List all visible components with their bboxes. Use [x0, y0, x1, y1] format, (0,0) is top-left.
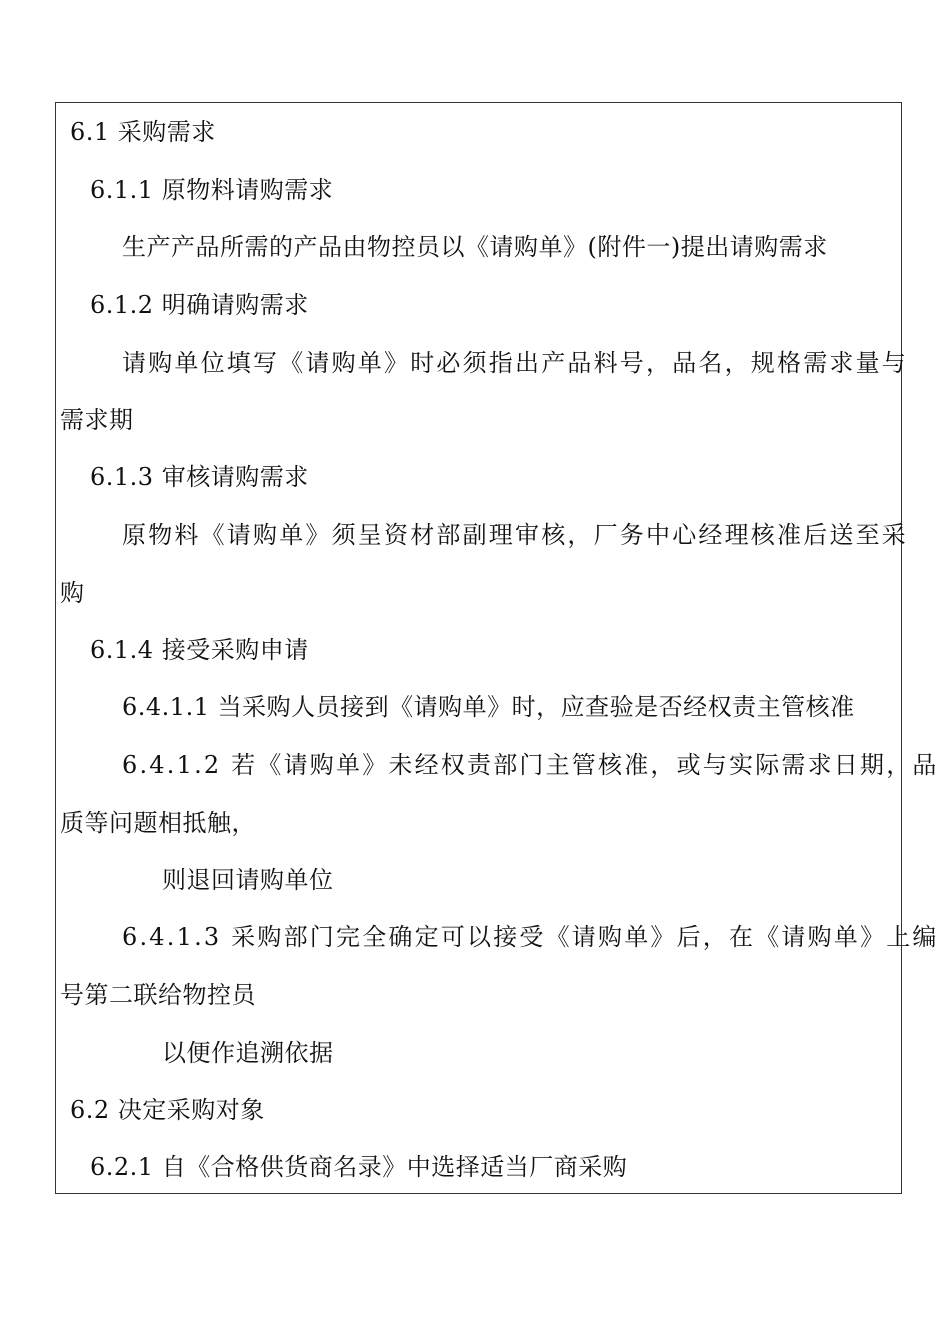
- item-6-4-1-2-line1: 6.4.1.2 若《请购单》未经权责部门主管核准，或与实际需求日期，品: [122, 751, 939, 779]
- item-6-4-1-2-line2: 质等问题相抵触，: [60, 809, 256, 837]
- paragraph-6-1-1: 生产产品所需的产品由物控员以《请购单》(附件一)提出请购需求: [122, 233, 828, 261]
- item-6-4-1-3-line3: 以便作追溯依据: [162, 1039, 334, 1067]
- heading-6-2-1: 6.2.1 自《合格供货商名录》中选择适当厂商采购: [90, 1153, 628, 1181]
- paragraph-6-1-3-line1: 原物料《请购单》须呈资材部副理审核，厂务中心经理核准后送至采: [122, 521, 908, 549]
- heading-6-1: 6.1 采购需求: [70, 118, 216, 146]
- item-6-4-1-2-line3: 则退回请购单位: [162, 866, 334, 894]
- item-6-4-1-1: 6.4.1.1 当采购人员接到《请购单》时，应查验是否经权责主管核准: [122, 693, 855, 721]
- paragraph-6-1-2-line2: 需求期: [60, 406, 134, 434]
- heading-6-2: 6.2 决定采购对象: [70, 1096, 265, 1124]
- item-6-4-1-3-line1: 6.4.1.3 采购部门完全确定可以接受《请购单》后，在《请购单》上编: [122, 923, 939, 951]
- heading-6-1-3: 6.1.3 审核请购需求: [90, 463, 309, 491]
- heading-6-1-1: 6.1.1 原物料请购需求: [90, 176, 334, 204]
- paragraph-6-1-3-line2: 购: [60, 579, 85, 607]
- heading-6-1-4: 6.1.4 接受采购申请: [90, 636, 309, 664]
- paragraph-6-1-2-line1: 请购单位填写《请购单》时必须指出产品料号，品名，规格需求量与: [122, 349, 908, 377]
- item-6-4-1-3-line2: 号第二联给物控员: [60, 981, 256, 1009]
- heading-6-1-2: 6.1.2 明确请购需求: [90, 291, 309, 319]
